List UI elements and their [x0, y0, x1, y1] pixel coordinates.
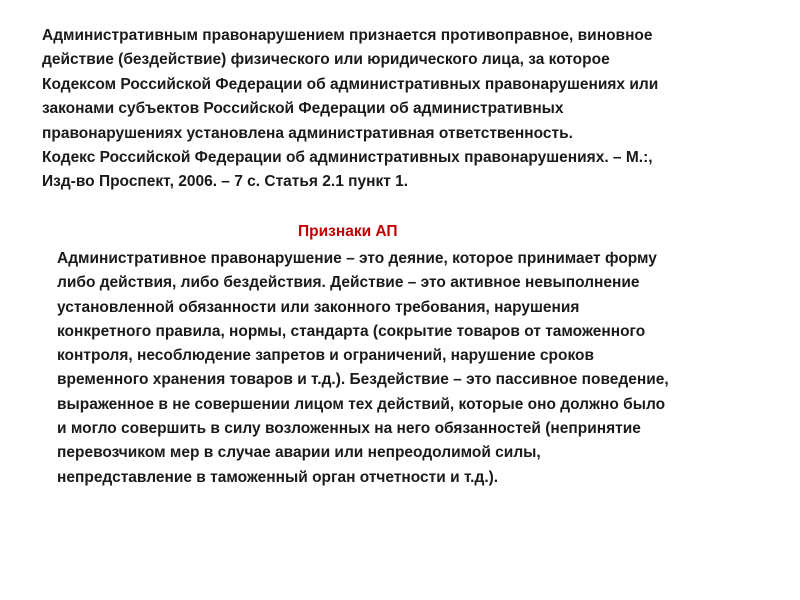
section-body-paragraph: Административное правонарушение – это деяние, которое принимает форму либо действия, либо бездействия. Действие – это активное невыполнение установленной обязанности или законного требования, нарушения конкретного правила, нормы, стандарта (сокрытие товаров от таможенного контроля, несоблюдение запретов и ограничений, нарушение сроков временного хранения товаров и т.д.). Бездействие – это пассивное поведение, выраженное в не совершении лицом тех действий, которые оно должно было и могло совершить в силу возложенных на него обязанностей (непринятие перевозчиком мер в случае аварии или непреодолимой силы, непредставление в таможенный орган отчетности и т.д.). [57, 250, 669, 486]
definition-paragraph: Административным правонарушением признается противоправное, виновное действие (бездействие) физического или юридического лица, за которое Кодексом Российской Федерации об административных правонарушениях или законами субъектов Российской Федерации об административных правонарушениях установлена административная ответственность. Кодекс Российской Федерации об административных правонарушениях. – М.:, Изд-во Проспект, 2006. – 7 с. Статья 2.1 пункт 1. [42, 27, 659, 191]
section-heading: Признаки АП [298, 223, 398, 240]
